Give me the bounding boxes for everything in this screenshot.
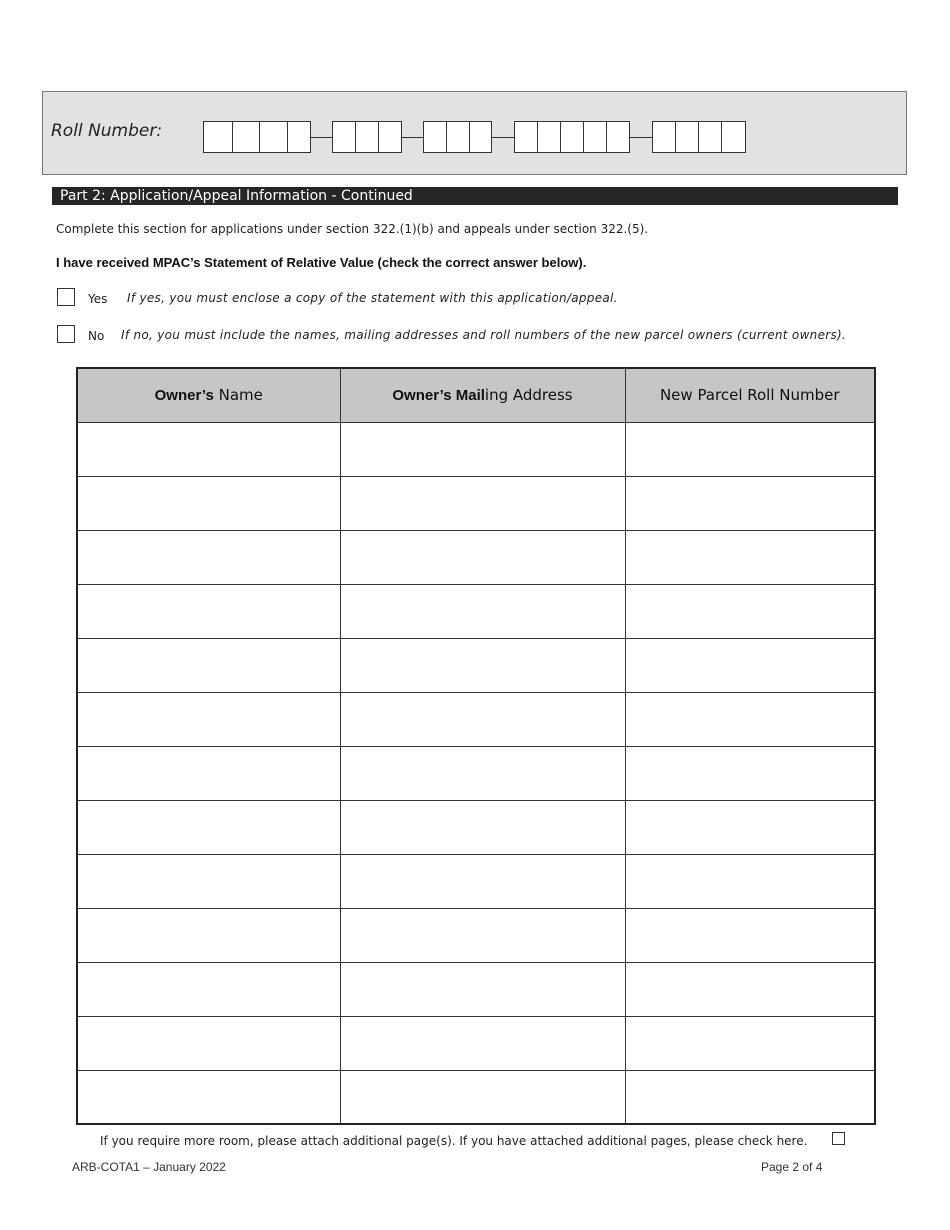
owner-name-cell[interactable] (77, 422, 340, 476)
roll-number-cell[interactable] (625, 584, 875, 638)
roll-number-cell[interactable] (625, 1070, 875, 1124)
mailing-address-cell[interactable] (340, 692, 625, 746)
mailing-address-cell[interactable] (340, 1016, 625, 1070)
section-instruction: Complete this section for applications under section 322.(1)(b) and appeals under section 322.(5). (56, 222, 649, 236)
table-row (77, 908, 875, 962)
roll-number-cell[interactable] (625, 638, 875, 692)
roll-digit-field[interactable] (423, 121, 447, 153)
table-row (77, 1070, 875, 1124)
form-identifier: ARB-COTA1 – January 2022 (72, 1160, 226, 1174)
roll-digit-field[interactable] (232, 121, 260, 153)
mailing-address-cell[interactable] (340, 638, 625, 692)
mailing-address-cell[interactable] (340, 746, 625, 800)
mailing-address-cell[interactable] (340, 908, 625, 962)
roll-digit-field[interactable] (203, 121, 233, 153)
page-number: Page 2 of 4 (761, 1160, 823, 1174)
owner-name-cell[interactable] (77, 1016, 340, 1070)
table-row (77, 530, 875, 584)
roll-number-cell[interactable] (625, 800, 875, 854)
roll-digit-field[interactable] (469, 121, 492, 153)
table-row (77, 962, 875, 1016)
roll-number-cell[interactable] (625, 1016, 875, 1070)
no-label: No (88, 329, 105, 343)
yes-checkbox[interactable] (57, 288, 75, 306)
owner-name-cell[interactable] (77, 962, 340, 1016)
roll-digit-field[interactable] (560, 121, 584, 153)
additional-pages-checkbox[interactable] (832, 1132, 845, 1145)
roll-number-group-4 (514, 121, 629, 153)
roll-digit-field[interactable] (698, 121, 722, 153)
roll-separator (491, 137, 514, 138)
table-row (77, 584, 875, 638)
table-row (77, 854, 875, 908)
owner-name-cell[interactable] (77, 584, 340, 638)
roll-digit-field[interactable] (259, 121, 288, 153)
owner-name-cell[interactable] (77, 908, 340, 962)
roll-number-cell[interactable] (625, 962, 875, 1016)
table-header-row (77, 368, 875, 422)
mailing-address-cell[interactable] (340, 800, 625, 854)
owner-name-cell[interactable] (77, 800, 340, 854)
mailing-address-cell[interactable] (340, 854, 625, 908)
roll-digit-field[interactable] (378, 121, 402, 153)
roll-digit-field[interactable] (675, 121, 699, 153)
table-row (77, 692, 875, 746)
column-header-roll-number: New Parcel Roll Number (625, 368, 875, 422)
section-header: Part 2: Application/Appeal Information - Continued (52, 187, 898, 205)
owners-table (76, 367, 876, 1125)
roll-digit-field[interactable] (514, 121, 538, 153)
mailing-address-cell[interactable] (340, 1070, 625, 1124)
roll-number-group-3 (423, 121, 491, 153)
roll-number-group-2 (332, 121, 401, 153)
column-header-mailing-address: Owner’s Mailing Address (340, 368, 625, 422)
owner-name-cell[interactable] (77, 476, 340, 530)
roll-number-group-5 (652, 121, 745, 153)
roll-separator (401, 137, 423, 138)
table-row (77, 476, 875, 530)
roll-digit-field[interactable] (446, 121, 470, 153)
no-instruction: If no, you must include the names, mailing addresses and roll numbers of the new parcel owners (current owners). (121, 328, 847, 342)
roll-number-cell[interactable] (625, 692, 875, 746)
yes-instruction: If yes, you must enclose a copy of the statement with this application/appeal. (127, 291, 618, 305)
owner-name-cell[interactable] (77, 746, 340, 800)
mailing-address-cell[interactable] (340, 584, 625, 638)
roll-digit-field[interactable] (287, 121, 311, 153)
roll-digit-field[interactable] (332, 121, 356, 153)
roll-digit-field[interactable] (583, 121, 607, 153)
roll-number-cell[interactable] (625, 476, 875, 530)
roll-number-cell[interactable] (625, 854, 875, 908)
roll-number-label: Roll Number: (51, 121, 163, 141)
roll-digit-field[interactable] (721, 121, 746, 153)
owner-name-cell[interactable] (77, 854, 340, 908)
roll-number-cell[interactable] (625, 746, 875, 800)
owner-name-cell[interactable] (77, 692, 340, 746)
roll-separator (629, 137, 652, 138)
roll-digit-field[interactable] (606, 121, 630, 153)
mailing-address-cell[interactable] (340, 476, 625, 530)
statement-question: I have received MPAC’s Statement of Relative Value (check the correct answer below). (56, 255, 587, 270)
roll-digit-field[interactable] (652, 121, 676, 153)
roll-number-group-1 (203, 121, 310, 153)
mailing-address-cell[interactable] (340, 530, 625, 584)
table-row (77, 746, 875, 800)
mailing-address-cell[interactable] (340, 962, 625, 1016)
additional-pages-note: If you require more room, please attach additional page(s). If you have attached additional pages, please check here. (100, 1134, 808, 1148)
table-row (77, 422, 875, 476)
table-row (77, 638, 875, 692)
roll-number-cell[interactable] (625, 422, 875, 476)
roll-number-cell[interactable] (625, 908, 875, 962)
owner-name-cell[interactable] (77, 638, 340, 692)
roll-digit-field[interactable] (355, 121, 379, 153)
roll-number-box (42, 91, 907, 175)
table-row (77, 1016, 875, 1070)
yes-label: Yes (88, 292, 108, 306)
table-row (77, 800, 875, 854)
roll-digit-field[interactable] (537, 121, 561, 153)
column-header-owner-name: Owner’s Name (77, 368, 340, 422)
owner-name-cell[interactable] (77, 530, 340, 584)
owner-name-cell[interactable] (77, 1070, 340, 1124)
roll-separator (310, 137, 332, 138)
no-checkbox[interactable] (57, 325, 75, 343)
roll-number-cell[interactable] (625, 530, 875, 584)
mailing-address-cell[interactable] (340, 422, 625, 476)
